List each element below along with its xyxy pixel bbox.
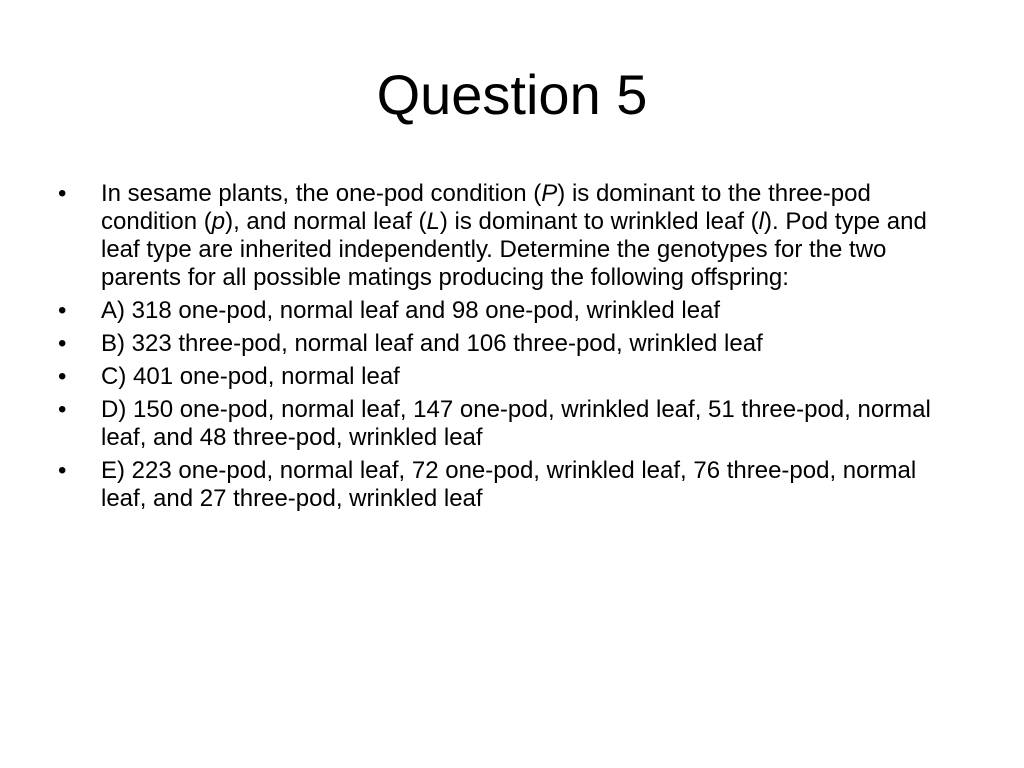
bullet-item-b: [58, 330, 968, 358]
bullet-item-intro: [58, 180, 968, 292]
intro-segment: ), and normal leaf (: [225, 208, 427, 235]
intro-segment: ) is dominant to the three-pod condition (: [101, 180, 871, 235]
slide-title: Question 5: [376, 63, 648, 126]
bullet-icon: •: [58, 396, 67, 423]
bullet-icon: •: [58, 180, 67, 207]
intro-segment: ) is dominant to wrinkled leaf (: [439, 208, 759, 235]
intro-segment: In sesame plants, the one-pod condition (: [101, 180, 542, 207]
bullet-item-a: [58, 297, 968, 325]
bullet-list: [58, 180, 968, 518]
intro-segment: ). Pod type and leaf type are inherited independently. Determine the genotypes for the two parents for all possible matings producing the following offspring:: [101, 208, 927, 291]
allele-symbol: p: [211, 208, 226, 235]
bullet-text: B) 323 three-pod, normal leaf and 106 three-pod, wrinkled leaf: [101, 330, 763, 357]
bullet-item-c: [58, 363, 968, 391]
bullet-icon: •: [58, 330, 67, 357]
bullet-item-e: [58, 457, 968, 513]
allele-symbol: L: [426, 208, 440, 235]
bullet-text: A) 318 one-pod, normal leaf and 98 one-pod, wrinkled leaf: [101, 297, 721, 324]
bullet-text: D) 150 one-pod, normal leaf, 147 one-pod, wrinkled leaf, 51 three-pod, normal leaf, and 48 three-pod, wrinkled leaf: [101, 396, 931, 451]
bullet-icon: •: [58, 297, 67, 324]
allele-symbol: P: [541, 180, 558, 207]
bullet-item-d: [58, 396, 968, 452]
bullet-icon: •: [58, 363, 67, 390]
intro-text: [101, 180, 968, 292]
bullet-text: E) 223 one-pod, normal leaf, 72 one-pod, wrinkled leaf, 76 three-pod, normal leaf, and 27 three-pod, wrinkled leaf: [101, 457, 917, 512]
bullet-text: C) 401 one-pod, normal leaf: [101, 363, 400, 390]
allele-symbol: l: [758, 208, 765, 235]
bullet-icon: •: [58, 457, 67, 484]
